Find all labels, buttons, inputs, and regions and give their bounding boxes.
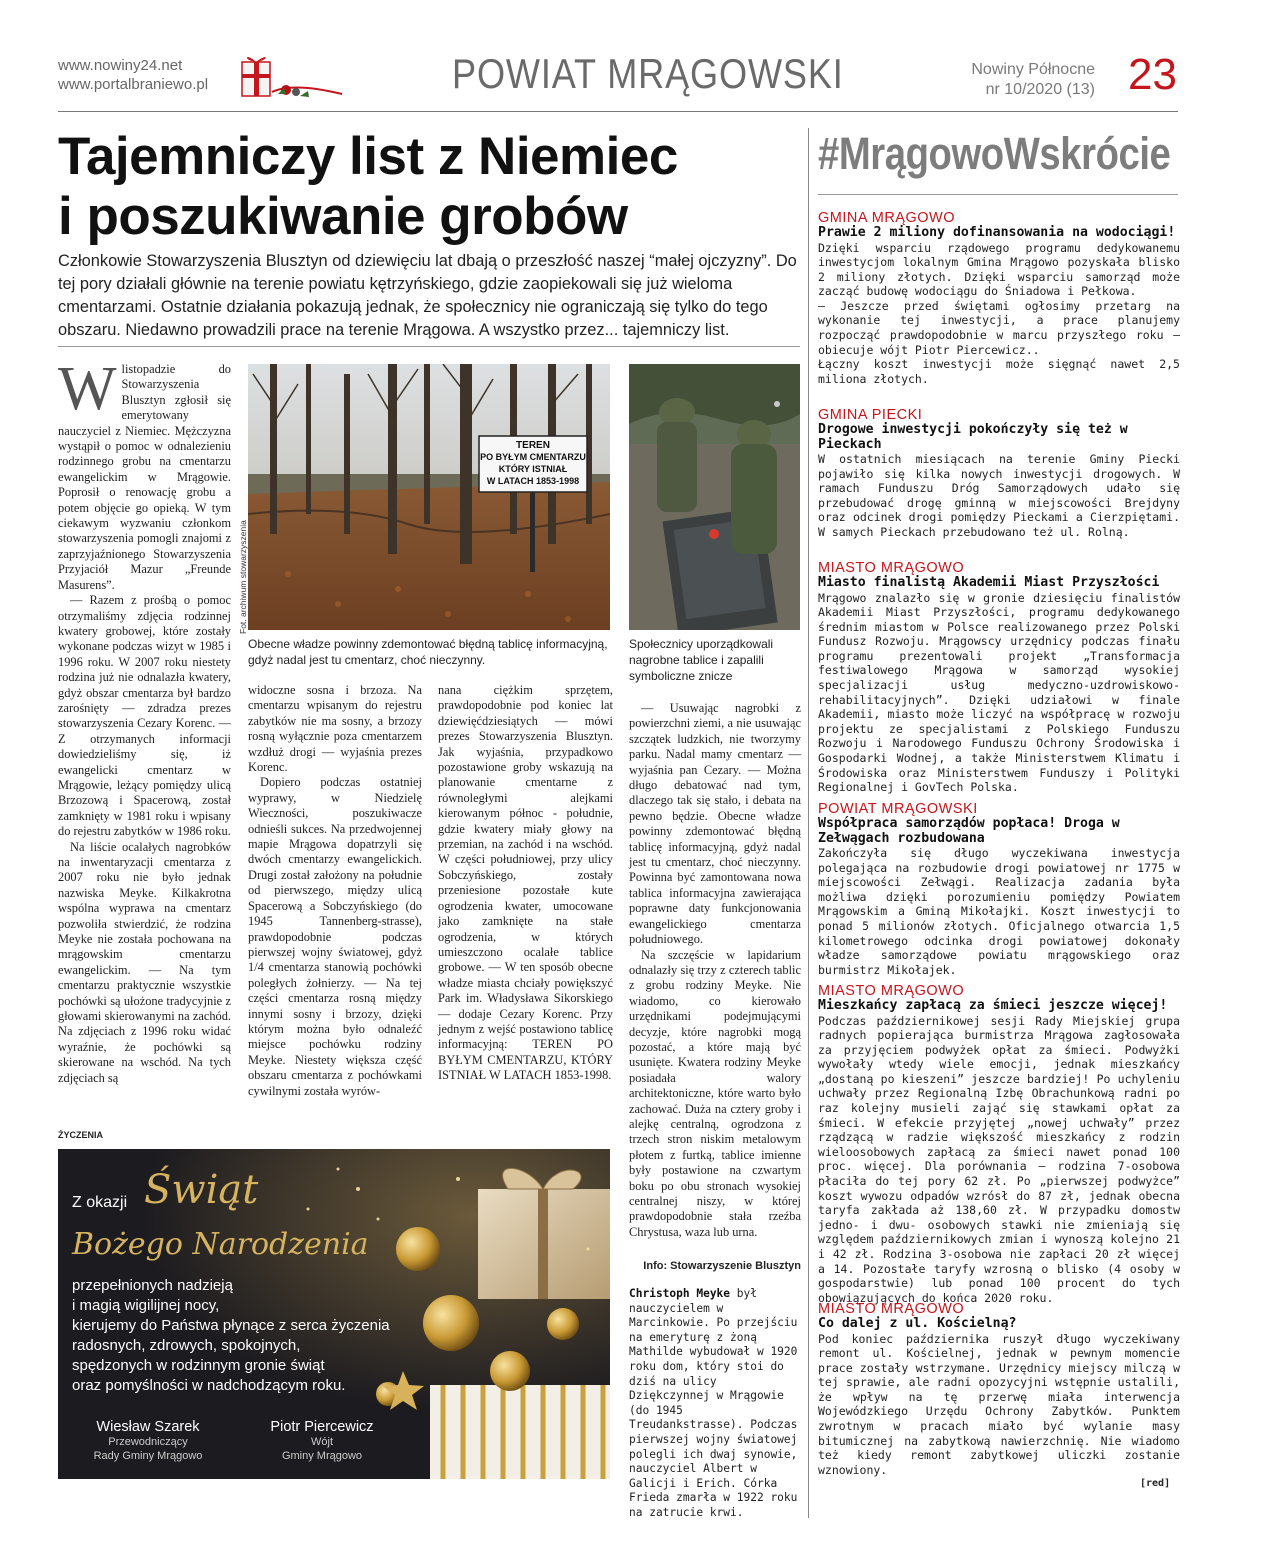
ad-script-line-1: Świąt [144,1167,259,1213]
ad-wish-line: i magią wigilijnej nocy, [72,1297,220,1314]
headline-line-1: Tajemniczy list z Niemiec [58,127,678,186]
news-title: Prawie 2 miliony dofinansowania na wodociągi! [818,225,1176,240]
signature-role: Przewodniczący [108,1436,188,1448]
photo-caption-2: Społecznicy uporządkowali nagrobne tablice i zapalili symboliczne znicze [629,637,774,683]
article-column-1 [58,355,231,1086]
news-brief [818,983,1180,1305]
news-text: Mrągowo znalazło się w gronie dziesięciu finalistów Akademii Miast Przyszłości, programu dedykowanego średnim miastom w Polsce realizowanego przez Polski Fundusz Rozwoju. Mrągowscy urzędnicy podczas finału programu prezentowali projekt „Transformacja festiwalowego Mrągowa w samorząd wysokiej specjalizacji usług medyczno-uzdrowiskowo-rehabilitacyjnych”. Dzięki udziałowi w finale Akademii, miasto może liczyć na współpracę w rozwoju projektu ze specjalistami z Polskiego Funduszu Rozwoju i Narodowego Funduszu Ochrony Środowiska i Gospodarki Wodnej, a także Ministerstwem Klimatu i Środowiska oraz Ministerstwem Funduszy i Polityki Regionalnej i GovTech Polska. [818,590,1180,795]
article-column-4 [629,701,801,1240]
headline-line-2: i poszukiwanie grobów [58,187,628,246]
sidebar-signoff: [red] [1140,1478,1171,1489]
signature-role: Wójt [311,1436,333,1448]
sidebar-divider [808,128,809,1518]
news-brief [818,407,1180,540]
article-paragraph: — Razem z prośbą o pomoc otrzymaliśmy zdjęcia rodzinnej kwatery grobowej, które zostały wykonane podczas wizyt w 1985 i 1996 roku. W 2007 roku niestety rodzina już nie odnalazła kwatery, gdyż obszar cmentarza był bardzo zarośnięty — zdradza prezes stowarzyszenia Cezary Korenc. — Z otrzymanych informacji dowiedzieliśmy się, iż ewangelicki cmentarz w Mrągowie, leżący pomiędzy ulicą Brzozową i Spacerową, został zamknięty w 1981 roku i wpisany do rejestru zabytków w 1986 roku. [58,593,231,839]
sidebar-title-divider [818,194,1178,195]
issue-info [971,60,1095,100]
news-text: Podczas październikowej sesji Rady Miejskiej grupa radnych popierająca burmistrza Mrągowa zagłosowała za przyjęciem podwyżek opłat za śmieci. Podwyżki wywołały wtedy wiele emocji, jednak mieszkańcy „dostaną po kieszeni” jeszcze bardziej! Po uchyleniu uchwały przez Regionalną Izbę Obrachunkową radni po raz kolejny musieli zająć się stawkami opłat za śmieci. W efekcie przyjętej „nowej uchwały” przez rządzącą w radzie większość mieszkańcy z rodzin wieloosobowych zapłacą za śmieci nawet ponad 100 proc. więcej. Dla porównania – rodzina 7-osobowa płaciła do tej pory 62 zł. Po „pierwszej podwyżce” koszt wywozu odpadów wzrósł do 87 zł, jednak obecna taryfa zakłada aż 138,60 zł. W przypadku domostw jedno- i dwu- osobowych stawki nie zmieniają się względem październikowych zmian i wynoszą kolejno 21 i 42 zł. Rodzina 3-osobowa nie zapłaci 20 zł więcej a 14. Pozostałe taryfy wzrosną o blisko (4 osoby w gospodarstwie) lub ponad 100 procent do tych obowiązujących do końca 2020 roku. [818,1013,1180,1305]
sidebar-title: #MrągowoWskrócie [818,128,1171,179]
ad-signature-2 [242,1419,402,1463]
section-title: POWIAT MRĄGOWSKI [452,50,844,97]
news-brief [818,210,1180,386]
header-links [58,56,208,94]
article-paragraph: Na szczęście w lapidarium odnalazły się trzy z czterech tablic z grobu rodziny Meyke. Nie wiadomo, co kierowało urzędnikami podejmującymi decyzje, które nagrobki mogą pozostać, a które mają być usunięte. Kwatera rodziny Meyke posiadała walory architektoniczne, które warto było zachować. Duża na cztery groby i alejkę centralną, ogrodzona z trzech stron niskim metalowym płotem z furtką, tablice imienne były postawione na czwartym boku po obu stronach wysokiej centralnej niszy, w której prawdopodobnie stała rzeźba Chrystusa, waza lub urna. [629,947,801,1239]
gift-box-icon [238,52,344,100]
article-paragraph: — Usuwając nagrobki z powierzchni ziemi, a nie usuwając szczątek ludzkich, nie tworzymy parku. Nadal mamy cmentarz — wyjaśnia pan Cezary. — Można długo debatować nad tym, dlaczego tak się stało, i debata na pewno będzie. Obecne władze powinny zdemontować błędną tablicę informacyjną, gdyż nadal jest tu cmentarz, choć nieczynny. Powinna być zamontowana nowa tablica informacyjna zawierająca poprawne daty funkcjonowania ewangelickiego cmentarza południowego. [629,701,801,947]
news-text: W ostatnich miesiącach na terenie Gminy Piecki pojawiło się kilka nowych inwestycji drogowych. W ramach Funduszu Dróg Samorządowych udało się przebudować drogę gminną w miejscowości Brejdyny oraz odcinek drogi pomiędzy Pieckami a Cierzpiętami. W samych Pieckach przebudowano też ul. Rolną. [818,452,1180,539]
news-brief [818,801,1180,977]
article-paragraph: Na liście ocalałych nagrobków na inwentaryzacji cmentarza z 2007 roku nie było jednak nazwiska Meyke. Kilkakrotna wspólna wyprawa na cmentarz pozwoliła stwierdzić, że rodzina Meyke nie została pochowana na mrągowskim cmentarzu ewangelickim. — Na tym cmentarzu praktycznie wszystkie pochówki są ułożone tradycyjnie z głowami skierowanymi na zachód. Na zdjęciach z 1996 roku widać wyraźnie, że pochówki są skierowane na wschód. Na tych zdjęciach są [58,839,231,1085]
ad-wish-line: spędzonych w rodzinnym gronie świąt [72,1357,325,1374]
photo-caption-1: Obecne władze powinny zdemontować błędną tablicę informacyjną, gdyż nadal jest tu cmentarz, choć nieczynny. [248,637,608,667]
photo-volunteers [629,364,800,630]
news-text: Dzięki wsparciu rządowego programu dedykowanemu inwestycjom lokalnym Gmina Mrągowo pozyskała blisko 2 miliony złotych. Dzięki wsparciu samorząd może zacząć budowę wodociągu do Śniadowa i Pełkowa. — Jeszcze przed świętami ogłosimy przetarg na wykonanie tej inwestycji, a prace planujemy rozpocząć prawdopodobnie w marcu przyszłego roku — obiecuje wójt Piotr Piercewicz.. Łączny koszt inwestycji może sięgnąć nawet 2,5 miliona złotych. [818,240,1180,386]
article-lead: Członkowie Stowarzyszenia Blusztyn od dziewięciu lat dbają o przeszłość naszej “małej ojczyzny”. Do tej pory działali głównie na terenie powiatu kętrzyńskiego, gdzie zaopiekowali się już wieloma cmentarzami. Ostatnie działania pokazują jednak, że społecznicy nie ograniczają się tylko do tego obszaru. Niedawno prowadzili prace na terenie Mrągowa. A wszystko przez... tajemniczy list. [58,252,797,339]
sign-line-3: KTÓRY ISTNIAŁ [498,464,568,474]
ad-wish-line: oraz pomyślności w nadchodzącym roku. [72,1377,346,1394]
header-divider [58,111,1178,112]
ad-wish-line: kierujemy do Państwa płynące z serca życzenia [72,1317,390,1334]
ad-wish-line: radosnych, zdrowych, spokojnych, [72,1337,301,1354]
news-title: Współpraca samorządów popłaca! Droga w Zełwągach rozbudowana [818,816,1120,846]
photo-cemetery-park [248,364,610,630]
article-paragraph: Wlistopadzie do Stowarzyszenia Blusztyn zgłosił się emerytowany nauczyciel z Niemiec. Mężczyzna wystąpił o pomoc w odnalezieniu rodzinnego grobu na cmentarzu ewangelickim w Mrągowie. Poprosił o renowację grobu a potem objęcie go opieką. W tym ciekawym wyzwaniu członkom stowarzyszenia pomogli znajomi z zaprzyjaźnionego Stowarzyszenia Przyjaciół Mazur „Freunde Masurens”. [58,355,231,592]
signature-role: Rady Gminy Mrągowo [93,1450,203,1462]
news-title: Mieszkańcy zapłacą za śmieci jeszcze więcej! [818,998,1168,1013]
article-column-3 [438,683,613,1084]
issue-number: nr 10/2020 (13) [985,81,1095,98]
news-category: MIASTO MRĄGOWO [818,983,965,999]
news-category: POWIAT MRĄGOWSKI [818,801,978,817]
bio-name: Christoph Meyke [629,1287,731,1300]
ad-script-line-2: Bożego Narodzenia [72,1227,369,1262]
ad-intro: Z okazji [72,1194,128,1211]
dropcap: W [58,355,117,423]
page-number: 23 [1128,50,1177,99]
photo-credit: Fot. archiwum stowarzyszenia [238,520,248,634]
ad-tag: ŻYCZENIA [58,1130,103,1140]
article-headline [58,127,798,247]
news-text: Zakończyła się długo wyczekiwana inwestycja polegająca na rozbudowie drogi powiatowej nr 1775 w miejscowości Zełwągi. Realizacja zadania była możliwa dzięki porozumieniu pomiędzy Powiatem Mrągowskim a Gminą Mikołajki. Koszt inwestycji to ponad 5 milionów złotych. Oficjalnego otwarcia 1,5 kilometrowego odcinka drogi powiatowej dokonały władze samorządowe powiatu mrągowskiego oraz burmistrz Mikołajek. [818,846,1180,977]
bio-box [629,1287,804,1521]
signature-role: Gminy Mrągowo [281,1450,363,1462]
article-paragraph: Dopiero podczas ostatniej wyprawy, w Niedzielę Wieczności, poszukiwacze odnieśli sukces. Na przedwojennej mapie Mrągowa dopatrzyli się dwóch cmentarzy ewangelickich. Drugi został założony na południe od pierwszego, między ulicą Spacerową a Sobczyńskiego (do 1945 Tannenberg-strasse), prawdopodobnie podczas pierwszej wojny światowej, gdyż 1/4 cmentarza stanowią pochówki poległych żołnierzy. — Na tej części cmentarza rosną między innymi sosny i brzozy, dzięki którym można było odnaleźć miejsce pochówku rodziny Meyke. Niestety większa część obszaru cmentarza z pochówkami cywilnymi została wyrów- [248,775,422,1098]
site-link-nowiny24[interactable]: www.nowiny24.net [58,57,183,74]
news-brief [818,560,1180,795]
article-info: Info: Stowarzyszenie Blusztyn [643,1260,801,1272]
christmas-greeting-ad [58,1149,610,1479]
ad-signature-1 [68,1419,228,1463]
sign-line-1: TEREN [516,440,550,451]
news-category: GMINA PIECKI [818,407,923,423]
ad-wish-line: przepełnionych nadzieją [72,1277,233,1294]
news-category: GMINA MRĄGOWO [818,210,955,226]
news-title: Co dalej z ul. Kościelną? [818,1316,1017,1331]
news-title: Miasto finalistą Akademii Miast Przyszłości [818,575,1160,590]
bio-text: był nauczycielem w Marcinkowie. Po przejściu na emeryturę z żoną Mathilde wybudował w 1920 roku dom, który stoi do dziś na ulicy Dziękczynnej w Mrągowie (do 1945 Treudankstrasse). Podczas pierwszej wojny światowej polegli ich dwaj synowie, nauczyciel Albert w Galicji i Erich. Córka Frieda zmarła w 1922 roku na zatrucie krwi. [629,1287,798,1519]
paper-name: Nowiny Północne [971,61,1095,78]
news-category: MIASTO MRĄGOWO [818,560,965,576]
article-paragraph: nana ciężkim sprzętem, prawdopodobnie pod koniec lat dziewięćdziesiątych — mówi prezes Stowarzyszenia Blusztyn. Jak wyjaśnia, przypadkowo pozostawione groby wskazują na planowanie cmentarne z równoległymi alejkami kierowanym północ - południe, gdzie kwatery miały głowy na przemian, na zachód i na wschód. W części południowej, przy ulicy Sobczyńskiego, zostały przeniesione pozostałe kute ogrodzenia kwater, umocowane jako zamknięte na stałe ogrodzenia, w których umieszczono ocalałe tablice grobowe. — W ten sposób obecne władze miasta chciały powiększyć Park im. Władysława Sikorskiego — dodaje Cezary Korenc. Przy jednym z wejść postawiono tablicę informacyjną: TEREN PO BYŁYM CMENTARZU, KTÓRY ISTNIAŁ W LATACH 1853-1998. [438,683,613,1083]
ad-wishes [72,1276,390,1396]
sign-line-4: W LATACH 1853-1998 [486,476,580,486]
sign-line-2: PO BYŁYM CMENTARZU [480,452,586,462]
signature-name: Piotr Piercewicz [270,1419,374,1435]
signature-name: Wiesław Szarek [96,1419,200,1435]
news-category: MIASTO MRĄGOWO [818,1301,965,1317]
site-link-portalbraniewo[interactable]: www.portalbraniewo.pl [58,76,209,93]
article-paragraph: widoczne sosna i brzoza. Na cmentarzu wpisanym do rejestru zabytków nie ma sosny, a brzozy rosną wyłącznie poza cmentarzem wzdłuż drogi — wyjaśnia prezes Korenc. [248,683,422,775]
article-column-2 [248,683,422,1099]
news-brief [818,1301,1180,1477]
lead-divider [58,346,800,347]
news-text: Pod koniec października ruszył długo wyczekiwany remont ul. Kościelnej, jednak w pewnym momencie prace zostały wstrzymane. Urzędnicy miejscy milczą w tej sprawie, ale radni opozycyjni wstępnie ustalili, że wpływ na tę przerwę miała interwencja Wojewódzkiego Urzędu Ochrony Zabytków. Punktem zwrotnym w pracach miało być wylanie masy bitumicznej na zabytkową nawierzchnię. Nie wiadomo też kiedy remont zabytkowej uliczki zostanie wznowiony. [818,1331,1180,1477]
news-title: Drogowe inwestycji pokończyły się też w Pieckach [818,422,1128,452]
